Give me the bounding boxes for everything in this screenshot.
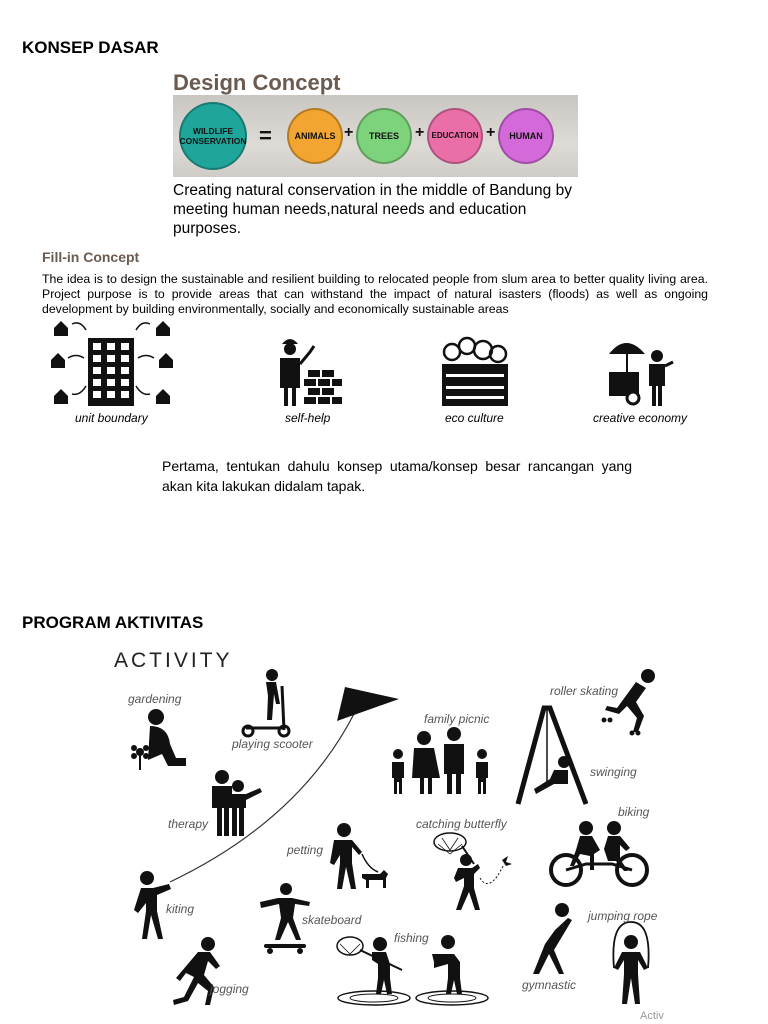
plus-sign: + [415,124,425,141]
label-jogging: jogging [210,982,249,996]
plus-sign: + [486,124,496,141]
label-biking: biking [618,805,650,819]
label-gardening: gardening [128,692,182,706]
swinging-figure-icon [514,704,594,806]
circle-education: EDUCATION [427,108,483,164]
label-jumping-rope: jumping rope [588,909,658,923]
label-roller-skating: roller skating [550,684,619,698]
circle-human: HUMAN [498,108,554,164]
gardening-figure-icon [130,708,192,772]
jumping-rope-figure-icon [606,920,656,1008]
gymnastic-figure-icon [526,902,574,978]
roller-skating-figure-icon [600,668,660,736]
fill-in-concept-title: Fill-in Concept [42,249,140,265]
label-skateboard: skateboard [302,913,362,927]
section-heading-konsep-dasar: KONSEP DASAR [22,38,159,57]
catching-butterfly-figure-icon [432,830,516,916]
circle-wildlife-conservation: WILDLIFE CONSERVATION [179,102,247,170]
intro-paragraph: Pertama, tentukan dahulu konsep utama/konsep besar rancangan yang akan kita lakukan didalam tapak. [162,458,632,494]
fill-in-concept-text: The idea is to design the sustainable and resilient building to relocated people from slum area to better quality living area. Project purpose is to provide areas that can withstand the impact of natural isasters (floods) as well as ongoing development by building environmentally, socially and economically sustainable areas [42,272,708,316]
label-kiting: kiting [166,902,195,916]
family-picnic-icon [388,724,492,796]
circle-animals: ANIMALS [287,108,343,164]
plus-sign: + [344,124,354,141]
label-eco-culture: eco culture [445,411,504,425]
activity-title: ACTIVITY [114,649,233,672]
jogging-figure-icon [168,936,228,1008]
label-gymnastic: gymnastic [522,978,577,992]
label-catching-butterfly: catching butterfly [416,817,507,831]
tandem-biking-icon [548,820,652,890]
equals-sign: = [259,123,272,148]
kite-icon [335,685,401,725]
section-heading-program-aktivitas: PROGRAM AKTIVITAS [22,613,204,632]
label-self-help: self-help [285,411,331,425]
label-creative-economy: creative economy [593,411,688,425]
therapy-figures-icon [206,770,262,838]
design-concept-description: Creating natural conservation in the middle of Bandung by meeting human needs,natural needs and education purposes. [173,182,572,237]
label-therapy: therapy [168,817,209,831]
circle-trees: TREES [356,108,412,164]
label-fishing: fishing [394,931,429,945]
label-playing-scooter: playing scooter [232,737,313,751]
petting-figure-icon [322,822,388,892]
label-swinging: swinging [590,765,637,779]
label-family-picnic: family picnic [424,712,490,726]
cutoff-watermark-text: Activ [640,1010,664,1022]
design-concept-title: Design Concept [173,70,341,95]
label-unit-boundary: unit boundary [75,411,148,425]
scooter-figure-icon [240,668,292,738]
label-petting: petting [287,843,324,857]
